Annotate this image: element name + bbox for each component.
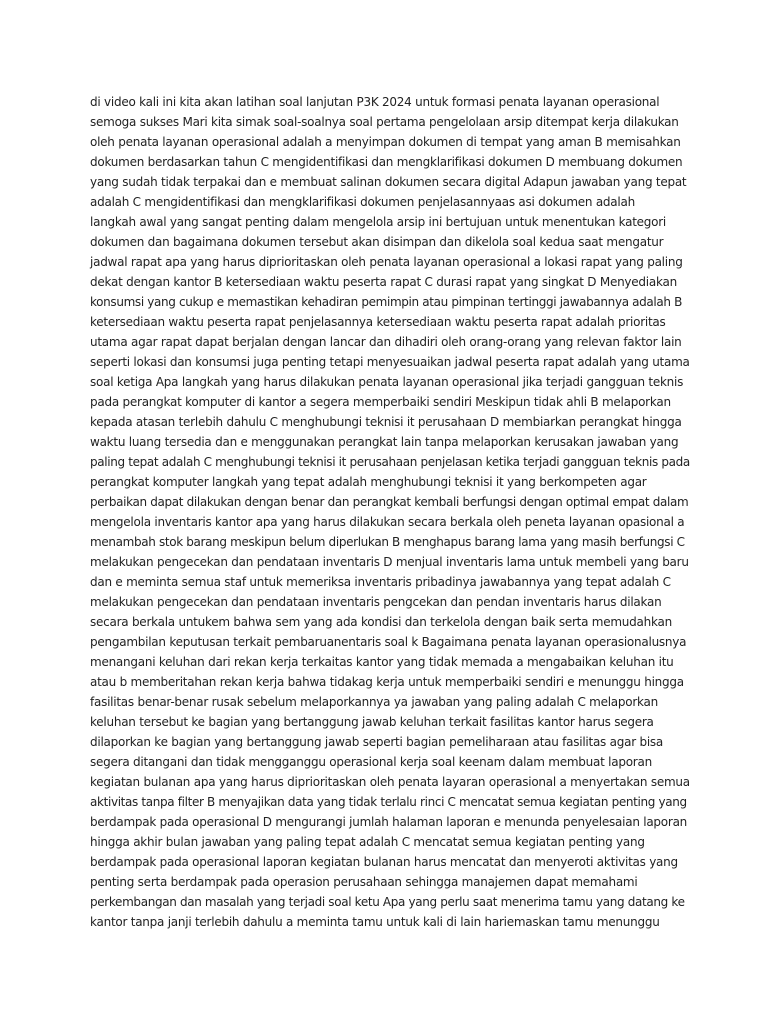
text-line: berdampak pada operasional laporan kegiatan bulanan harus mencatat dan menyeroti aktivitas yang	[90, 855, 678, 869]
text-line: jadwal rapat apa yang harus diprioritaskan oleh penata layanan operasional a lokasi rapat yang paling	[90, 255, 683, 269]
text-line: paling tepat adalah C menghubungi teknisi it perusahaan penjelasan ketika terjadi gangguan teknis pada	[90, 455, 690, 469]
text-line: soal ketiga Apa langkah yang harus dilakukan penata layanan operasional jika terjadi gangguan teknis	[90, 375, 684, 389]
text-line: dan e meminta semua staf untuk memeriksa inventaris pribadinya jawabannya yang tepat adalah C	[90, 575, 671, 589]
text-line: secara berkala untukem bahwa sem yang ada kondisi dan terkelola dengan baik serta memudahkan	[90, 615, 672, 629]
text-line: yang sudah tidak terpakai dan e membuat salinan dokumen secara digital Adapun jawaban yang tepat	[90, 175, 687, 189]
text-line: utama agar rapat dapat berjalan dengan lancar dan dihadiri oleh orang-orang yang relevan faktor lain	[90, 335, 682, 349]
text-line: kepada atasan terlebih dahulu C menghubungi teknisi it perusahaan D membiarkan perangkat hingga	[90, 415, 682, 429]
text-line: keluhan tersebut ke bagian yang bertanggung jawab keluhan terkait fasilitas kantor harus segera	[90, 715, 654, 729]
text-line: kantor tanpa janji terlebih dahulu a meminta tamu untuk kali di lain hariemaskan tamu menunggu	[90, 915, 660, 929]
text-line: melakukan pengecekan dan pendataan inventaris D menjual inventaris lama untuk membeli yang baru	[90, 555, 689, 569]
text-line: melakukan pengecekan dan pendataan inventaris pengcekan dan pendan inventaris harus dilakan	[90, 595, 662, 609]
text-line: di video kali ini kita akan latihan soal lanjutan P3K 2024 untuk formasi penata layanan operasional	[90, 95, 660, 109]
text-line: langkah awal yang sangat penting dalam mengelola arsip ini bertujuan untuk menentukan kategori	[90, 215, 667, 229]
transcript-text	[90, 92, 690, 932]
text-line: waktu luang tersedia dan e menggunakan perangkat lain tanpa melaporkan kerusakan jawaban yang	[90, 435, 679, 449]
text-line: menangani keluhan dari rekan kerja terkaitas kantor yang tidak memada a mengabaikan keluhan itu	[90, 655, 674, 669]
text-line: dokumen berdasarkan tahun C mengidentifikasi dan mengklarifikasi dokumen D membuang dokumen	[90, 155, 683, 169]
text-line: oleh penata layanan operasional adalah a menyimpan dokumen di tempat yang aman B memisahkan	[90, 135, 681, 149]
text-line: konsumsi yang cukup e memastikan kehadiran pemimpin atau pimpinan tertinggi jawabannya adalah B	[90, 295, 683, 309]
text-line: ketersediaan waktu peserta rapat penjelasannya ketersediaan waktu peserta rapat adalah prioritas	[90, 315, 666, 329]
text-line: berdampak pada operasional D mengurangi jumlah halaman laporan e menunda penyelesaian laporan	[90, 815, 688, 829]
text-line: hingga akhir bulan jawaban yang paling tepat adalah C mencatat semua kegiatan penting yang	[90, 835, 645, 849]
text-line: fasilitas benar-benar rusak sebelum melaporkannya ya jawaban yang paling adalah C melaporkan	[90, 695, 658, 709]
text-line: adalah C mengidentifikasi dan mengklarifikasi dokumen penjelasannyaas asi dokumen adalah	[90, 195, 635, 209]
text-line: segera ditangani dan tidak mengganggu operasional kerja soal keenam dalam membuat laporan	[90, 755, 652, 769]
text-line: pada perangkat komputer di kantor a segera memperbaiki sendiri Meskipun tidak ahli B melaporkan	[90, 395, 671, 409]
text-line: semoga sukses Mari kita simak soal-soalnya soal pertama pengelolaan arsip ditempat kerja dilakukan	[90, 115, 679, 129]
text-line: dekat dengan kantor B ketersediaan waktu peserta rapat C durasi rapat yang singkat D Menyediakan	[90, 275, 677, 289]
text-line: aktivitas tanpa filter B menyajikan data yang tidak terlalu rinci C mencatat semua kegiatan penting yang	[90, 795, 687, 809]
text-line: pengambilan keputusan terkait pembaruanentaris soal k Bagaimana penata layanan operasionalusnya	[90, 635, 687, 649]
text-line: dokumen dan bagaimana dokumen tersebut akan disimpan dan dikelola soal kedua saat mengatur	[90, 235, 664, 249]
text-line: menambah stok barang meskipun belum diperlukan B menghapus barang lama yang masih berfungsi C	[90, 535, 685, 549]
text-line: perkembangan dan masalah yang terjadi soal ketu Apa yang perlu saat menerima tamu yang datang ke	[90, 895, 685, 909]
text-line: kegiatan bulanan apa yang harus diprioritaskan oleh penata layaran operasional a menyertakan semua	[90, 775, 690, 789]
text-line: dilaporkan ke bagian yang bertanggung jawab seperti bagian pemeliharaan atau fasilitas agar bisa	[90, 735, 664, 749]
text-line: seperti lokasi dan konsumsi juga penting tetapi menyesuaikan jadwal peserta rapat adalah yang utama	[90, 355, 690, 369]
text-line: penting serta berdampak pada operasion perusahaan sehingga manajemen dapat memahami	[90, 875, 638, 889]
text-line: mengelola inventaris kantor apa yang harus dilakukan secara berkala oleh peneta layanan opasional a	[90, 515, 685, 529]
text-line: atau b memberitahan rekan kerja bahwa tidakag kerja untuk memperbaiki sendiri e menunggu hingga	[90, 675, 684, 689]
text-line: perangkat komputer langkah yang tepat adalah menghubungi teknisi it yang berkompeten agar	[90, 475, 647, 489]
text-line: perbaikan dapat dilakukan dengan benar dan perangkat kembali berfungsi dengan optimal empat dalam	[90, 495, 689, 509]
